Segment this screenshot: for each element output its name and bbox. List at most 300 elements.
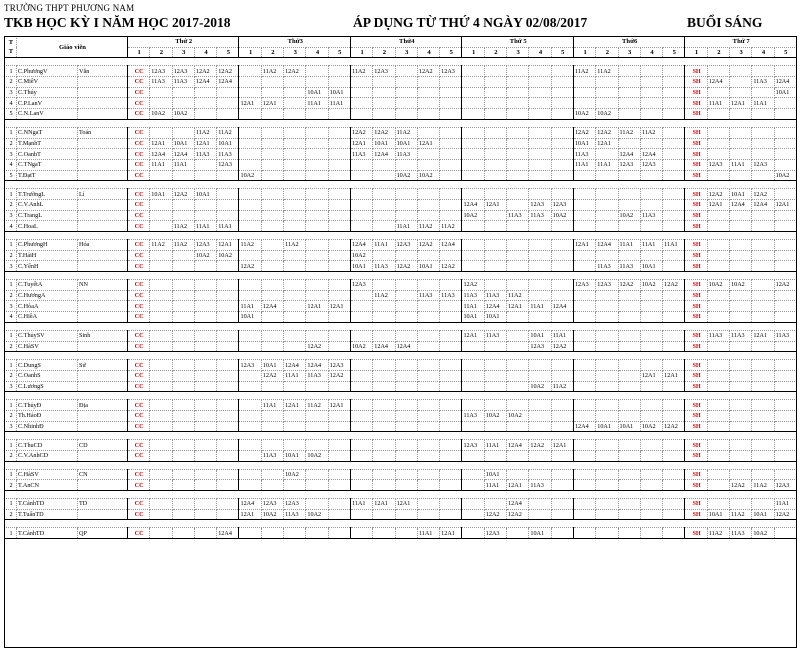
period-cell <box>573 440 595 451</box>
period-cell: 11A2 <box>284 240 306 251</box>
period-cell <box>462 261 484 272</box>
period-cell <box>217 330 239 341</box>
subject-name: Sử <box>78 360 128 371</box>
period-cell <box>640 440 662 451</box>
period-cell <box>417 410 439 421</box>
period-cell: 12A2 <box>440 261 462 272</box>
period-cell <box>217 98 239 109</box>
period-cell <box>239 189 261 200</box>
period-cell <box>328 66 350 77</box>
period-cell: CC <box>128 210 150 221</box>
period-cell: SH <box>685 159 707 170</box>
period-cell: 12A3 <box>484 528 506 539</box>
period-cell <box>707 138 729 149</box>
day-header: Thứ 5 <box>462 37 573 48</box>
period-cell: 11A1 <box>551 330 573 341</box>
period-cell <box>395 77 417 88</box>
period-cell: CC <box>128 159 150 170</box>
period-cell <box>774 451 796 462</box>
period-cell <box>573 312 595 323</box>
period-cell: 10A1 <box>573 138 595 149</box>
period-cell <box>596 210 618 221</box>
period-cell <box>328 381 350 392</box>
period-cell: 12A3 <box>217 159 239 170</box>
period-cell <box>730 421 752 432</box>
period-cell <box>350 480 372 491</box>
period-cell: SH <box>685 410 707 421</box>
period-cell <box>529 240 551 251</box>
period-cell: 12A2 <box>663 421 685 432</box>
period-cell: 10A2 <box>350 250 372 261</box>
period-cell: 11A1 <box>350 499 372 510</box>
period-cell <box>774 421 796 432</box>
period-cell <box>551 138 573 149</box>
period-cell <box>774 360 796 371</box>
period-cell: SH <box>685 98 707 109</box>
teacher-name: C.ThủySV <box>17 330 78 341</box>
period-cell <box>284 440 306 451</box>
period-cell: 12A1 <box>373 499 395 510</box>
period-cell <box>663 87 685 98</box>
day-header: Thứ 2 <box>128 37 239 48</box>
period-cell: 10A2 <box>395 170 417 181</box>
subject-name <box>78 370 128 381</box>
period-cell <box>618 312 640 323</box>
period-cell <box>284 290 306 301</box>
period-header: 2 <box>707 47 729 58</box>
period-cell: 10A1 <box>172 138 194 149</box>
period-cell: 11A3 <box>284 509 306 520</box>
period-cell: 10A1 <box>618 421 640 432</box>
teacher-name: C.P.LanV <box>17 98 78 109</box>
period-cell: 11A1 <box>484 480 506 491</box>
period-cell: 10A1 <box>150 189 172 200</box>
row-number: 2 <box>5 138 17 149</box>
teacher-name: C.YếnH <box>17 261 78 272</box>
period-cell <box>551 189 573 200</box>
period-cell <box>261 330 283 341</box>
period-cell <box>194 440 216 451</box>
period-cell <box>172 469 194 480</box>
day-header: Thứ 7 <box>685 37 796 48</box>
period-cell: 11A3 <box>730 528 752 539</box>
row-number: 2 <box>5 509 17 520</box>
period-cell <box>306 499 328 510</box>
period-cell: 11A3 <box>417 290 439 301</box>
teacher-name: T.TuấnTD <box>17 509 78 520</box>
period-cell: 11A2 <box>172 221 194 232</box>
period-cell <box>462 149 484 160</box>
period-cell <box>150 250 172 261</box>
period-cell <box>373 77 395 88</box>
period-cell <box>417 199 439 210</box>
period-cell <box>484 159 506 170</box>
table-row <box>5 370 797 381</box>
period-cell: 11A2 <box>395 127 417 138</box>
period-cell <box>529 221 551 232</box>
period-cell <box>640 98 662 109</box>
period-cell <box>596 528 618 539</box>
period-cell <box>462 400 484 411</box>
period-cell <box>239 370 261 381</box>
period-cell: 12A4 <box>752 199 774 210</box>
period-cell <box>730 127 752 138</box>
teacher-name: C.ThuCD <box>17 440 78 451</box>
period-cell <box>239 159 261 170</box>
period-cell: SH <box>685 528 707 539</box>
period-cell <box>217 280 239 291</box>
period-cell <box>707 341 729 352</box>
period-cell: 12A1 <box>707 199 729 210</box>
period-cell: SH <box>685 451 707 462</box>
period-cell <box>774 221 796 232</box>
period-cell: 12A1 <box>730 98 752 109</box>
period-cell <box>328 290 350 301</box>
period-cell <box>730 221 752 232</box>
period-cell: 12A4 <box>217 528 239 539</box>
period-cell <box>596 381 618 392</box>
table-row <box>5 440 797 451</box>
period-cell <box>395 109 417 120</box>
period-cell <box>618 301 640 312</box>
period-header: 5 <box>440 47 462 58</box>
period-cell <box>194 499 216 510</box>
period-cell: 12A4 <box>350 240 372 251</box>
period-cell: 12A4 <box>730 199 752 210</box>
period-cell: 12A1 <box>217 240 239 251</box>
period-cell <box>752 87 774 98</box>
row-number: 3 <box>5 149 17 160</box>
period-cell <box>774 469 796 480</box>
period-cell <box>328 341 350 352</box>
period-cell: 10A1 <box>707 509 729 520</box>
period-cell <box>484 381 506 392</box>
period-cell <box>328 189 350 200</box>
period-cell <box>417 98 439 109</box>
period-cell <box>172 341 194 352</box>
period-cell: CC <box>128 87 150 98</box>
period-cell: CC <box>128 189 150 200</box>
period-cell <box>774 138 796 149</box>
period-cell <box>395 189 417 200</box>
period-cell <box>194 210 216 221</box>
period-cell <box>306 109 328 120</box>
period-cell <box>217 499 239 510</box>
period-cell <box>417 341 439 352</box>
period-cell <box>417 77 439 88</box>
period-cell <box>417 440 439 451</box>
period-cell <box>573 528 595 539</box>
table-row <box>5 261 797 272</box>
period-cell <box>551 159 573 170</box>
period-cell: 11A1 <box>150 159 172 170</box>
period-cell <box>194 261 216 272</box>
period-cell: 12A3 <box>395 240 417 251</box>
period-cell <box>663 66 685 77</box>
period-cell <box>618 451 640 462</box>
period-cell <box>752 138 774 149</box>
period-cell: 12A4 <box>507 440 529 451</box>
period-cell: 11A3 <box>261 451 283 462</box>
period-cell <box>774 410 796 421</box>
group-gap <box>5 119 797 127</box>
period-cell <box>350 312 372 323</box>
period-cell: 12A2 <box>752 189 774 200</box>
period-cell <box>194 280 216 291</box>
period-cell <box>484 189 506 200</box>
period-cell <box>573 199 595 210</box>
period-cell: 10A2 <box>284 469 306 480</box>
period-cell <box>462 528 484 539</box>
period-cell: CC <box>128 499 150 510</box>
period-cell <box>284 301 306 312</box>
period-cell <box>373 421 395 432</box>
period-cell <box>462 66 484 77</box>
period-cell <box>306 170 328 181</box>
period-cell <box>507 370 529 381</box>
period-cell <box>707 170 729 181</box>
period-cell <box>663 410 685 421</box>
period-cell <box>150 509 172 520</box>
period-header: 4 <box>417 47 439 58</box>
period-cell <box>440 381 462 392</box>
period-cell <box>484 400 506 411</box>
period-cell: 10A2 <box>172 109 194 120</box>
period-cell: 11A3 <box>194 149 216 160</box>
period-cell <box>150 87 172 98</box>
period-cell <box>618 400 640 411</box>
period-cell <box>328 451 350 462</box>
period-cell <box>261 221 283 232</box>
period-cell: 12A3 <box>328 360 350 371</box>
period-cell: 12A1 <box>640 370 662 381</box>
period-cell <box>172 127 194 138</box>
period-cell <box>507 330 529 341</box>
period-cell <box>306 421 328 432</box>
period-cell <box>239 221 261 232</box>
period-cell <box>217 480 239 491</box>
period-cell <box>417 499 439 510</box>
period-cell: SH <box>685 261 707 272</box>
teacher-name: T.TrườngL <box>17 189 78 200</box>
period-cell: 11A1 <box>284 370 306 381</box>
period-cell <box>350 210 372 221</box>
teacher-name: C.HòaA <box>17 301 78 312</box>
period-cell: 12A3 <box>172 66 194 77</box>
period-cell <box>596 469 618 480</box>
period-cell: 12A2 <box>663 280 685 291</box>
period-cell <box>529 499 551 510</box>
period-cell <box>194 381 216 392</box>
period-cell <box>596 341 618 352</box>
subject-name <box>78 159 128 170</box>
period-cell <box>261 440 283 451</box>
period-cell <box>640 381 662 392</box>
row-number: 1 <box>5 280 17 291</box>
subject-name: CD <box>78 440 128 451</box>
period-cell <box>730 149 752 160</box>
period-cell: 12A4 <box>172 149 194 160</box>
period-cell <box>440 440 462 451</box>
period-cell <box>172 410 194 421</box>
period-cell <box>640 400 662 411</box>
period-cell <box>194 98 216 109</box>
period-cell: 12A2 <box>730 480 752 491</box>
period-cell <box>707 421 729 432</box>
period-cell <box>707 469 729 480</box>
period-header: 2 <box>373 47 395 58</box>
group-gap <box>5 322 797 330</box>
table-row <box>5 138 797 149</box>
subject-name <box>78 290 128 301</box>
period-cell <box>507 400 529 411</box>
period-cell <box>507 250 529 261</box>
period-cell: 11A1 <box>373 240 395 251</box>
period-cell <box>618 360 640 371</box>
period-cell <box>529 66 551 77</box>
period-cell: SH <box>685 421 707 432</box>
period-cell: CC <box>128 312 150 323</box>
table-row <box>5 280 797 291</box>
period-cell: 10A2 <box>261 509 283 520</box>
period-cell <box>239 77 261 88</box>
period-cell <box>150 290 172 301</box>
period-cell <box>484 210 506 221</box>
period-cell <box>551 109 573 120</box>
period-cell <box>150 370 172 381</box>
period-cell <box>440 170 462 181</box>
period-cell: SH <box>685 330 707 341</box>
period-cell <box>194 370 216 381</box>
period-cell <box>261 109 283 120</box>
period-cell <box>484 499 506 510</box>
period-cell: 12A1 <box>239 509 261 520</box>
period-cell: 12A2 <box>284 66 306 77</box>
period-cell: 10A1 <box>239 312 261 323</box>
period-cell <box>551 261 573 272</box>
table-row <box>5 109 797 120</box>
period-cell: CC <box>128 221 150 232</box>
period-cell: CC <box>128 360 150 371</box>
period-cell <box>507 381 529 392</box>
period-cell: 12A1 <box>551 440 573 451</box>
period-cell <box>373 170 395 181</box>
period-cell: 12A4 <box>618 149 640 160</box>
period-cell <box>462 77 484 88</box>
period-cell: 10A1 <box>529 528 551 539</box>
period-cell <box>596 189 618 200</box>
period-cell <box>573 210 595 221</box>
row-number: 2 <box>5 451 17 462</box>
period-cell <box>752 421 774 432</box>
period-cell <box>239 528 261 539</box>
period-cell: 11A2 <box>730 509 752 520</box>
period-cell <box>752 250 774 261</box>
period-cell <box>350 221 372 232</box>
period-cell <box>462 170 484 181</box>
period-cell <box>261 280 283 291</box>
period-cell <box>328 221 350 232</box>
subject-name <box>78 210 128 221</box>
period-cell <box>507 159 529 170</box>
period-cell <box>217 312 239 323</box>
period-cell: 12A3 <box>150 66 172 77</box>
period-cell: 11A2 <box>350 66 372 77</box>
period-cell <box>194 410 216 421</box>
period-cell <box>284 221 306 232</box>
period-cell <box>417 312 439 323</box>
period-cell: 11A3 <box>373 261 395 272</box>
period-cell: 10A2 <box>484 410 506 421</box>
period-cell <box>573 87 595 98</box>
period-cell <box>194 360 216 371</box>
period-cell <box>730 440 752 451</box>
period-cell <box>373 87 395 98</box>
period-cell: CC <box>128 451 150 462</box>
period-cell <box>172 528 194 539</box>
period-cell: 12A3 <box>440 66 462 77</box>
row-number: 3 <box>5 87 17 98</box>
period-cell <box>730 301 752 312</box>
period-cell <box>373 381 395 392</box>
period-cell: 12A4 <box>373 149 395 160</box>
period-cell <box>730 250 752 261</box>
period-cell <box>529 360 551 371</box>
period-cell <box>328 421 350 432</box>
period-cell <box>172 440 194 451</box>
period-cell <box>261 290 283 301</box>
period-cell <box>573 381 595 392</box>
period-cell: 12A2 <box>239 261 261 272</box>
period-cell <box>462 370 484 381</box>
period-cell: 11A1 <box>663 240 685 251</box>
period-cell <box>663 250 685 261</box>
period-cell <box>373 189 395 200</box>
period-cell <box>618 109 640 120</box>
period-cell: 10A2 <box>752 528 774 539</box>
period-cell <box>663 509 685 520</box>
period-cell <box>596 221 618 232</box>
group-gap <box>5 272 797 280</box>
period-cell <box>328 480 350 491</box>
period-cell <box>150 469 172 480</box>
period-cell: CC <box>128 341 150 352</box>
period-cell <box>306 240 328 251</box>
period-cell <box>373 98 395 109</box>
period-cell <box>373 370 395 381</box>
period-cell <box>328 330 350 341</box>
period-cell <box>172 400 194 411</box>
period-cell <box>529 138 551 149</box>
period-cell <box>373 250 395 261</box>
period-cell <box>350 440 372 451</box>
period-cell <box>551 87 573 98</box>
period-cell <box>328 138 350 149</box>
period-cell <box>172 170 194 181</box>
period-cell: 12A4 <box>306 360 328 371</box>
period-cell <box>417 250 439 261</box>
period-cell <box>261 210 283 221</box>
period-cell <box>752 440 774 451</box>
period-cell: 12A4 <box>707 77 729 88</box>
period-cell <box>328 250 350 261</box>
period-cell <box>596 149 618 160</box>
subject-name <box>78 451 128 462</box>
period-cell <box>306 261 328 272</box>
period-cell <box>261 469 283 480</box>
period-cell <box>596 77 618 88</box>
period-cell <box>507 170 529 181</box>
